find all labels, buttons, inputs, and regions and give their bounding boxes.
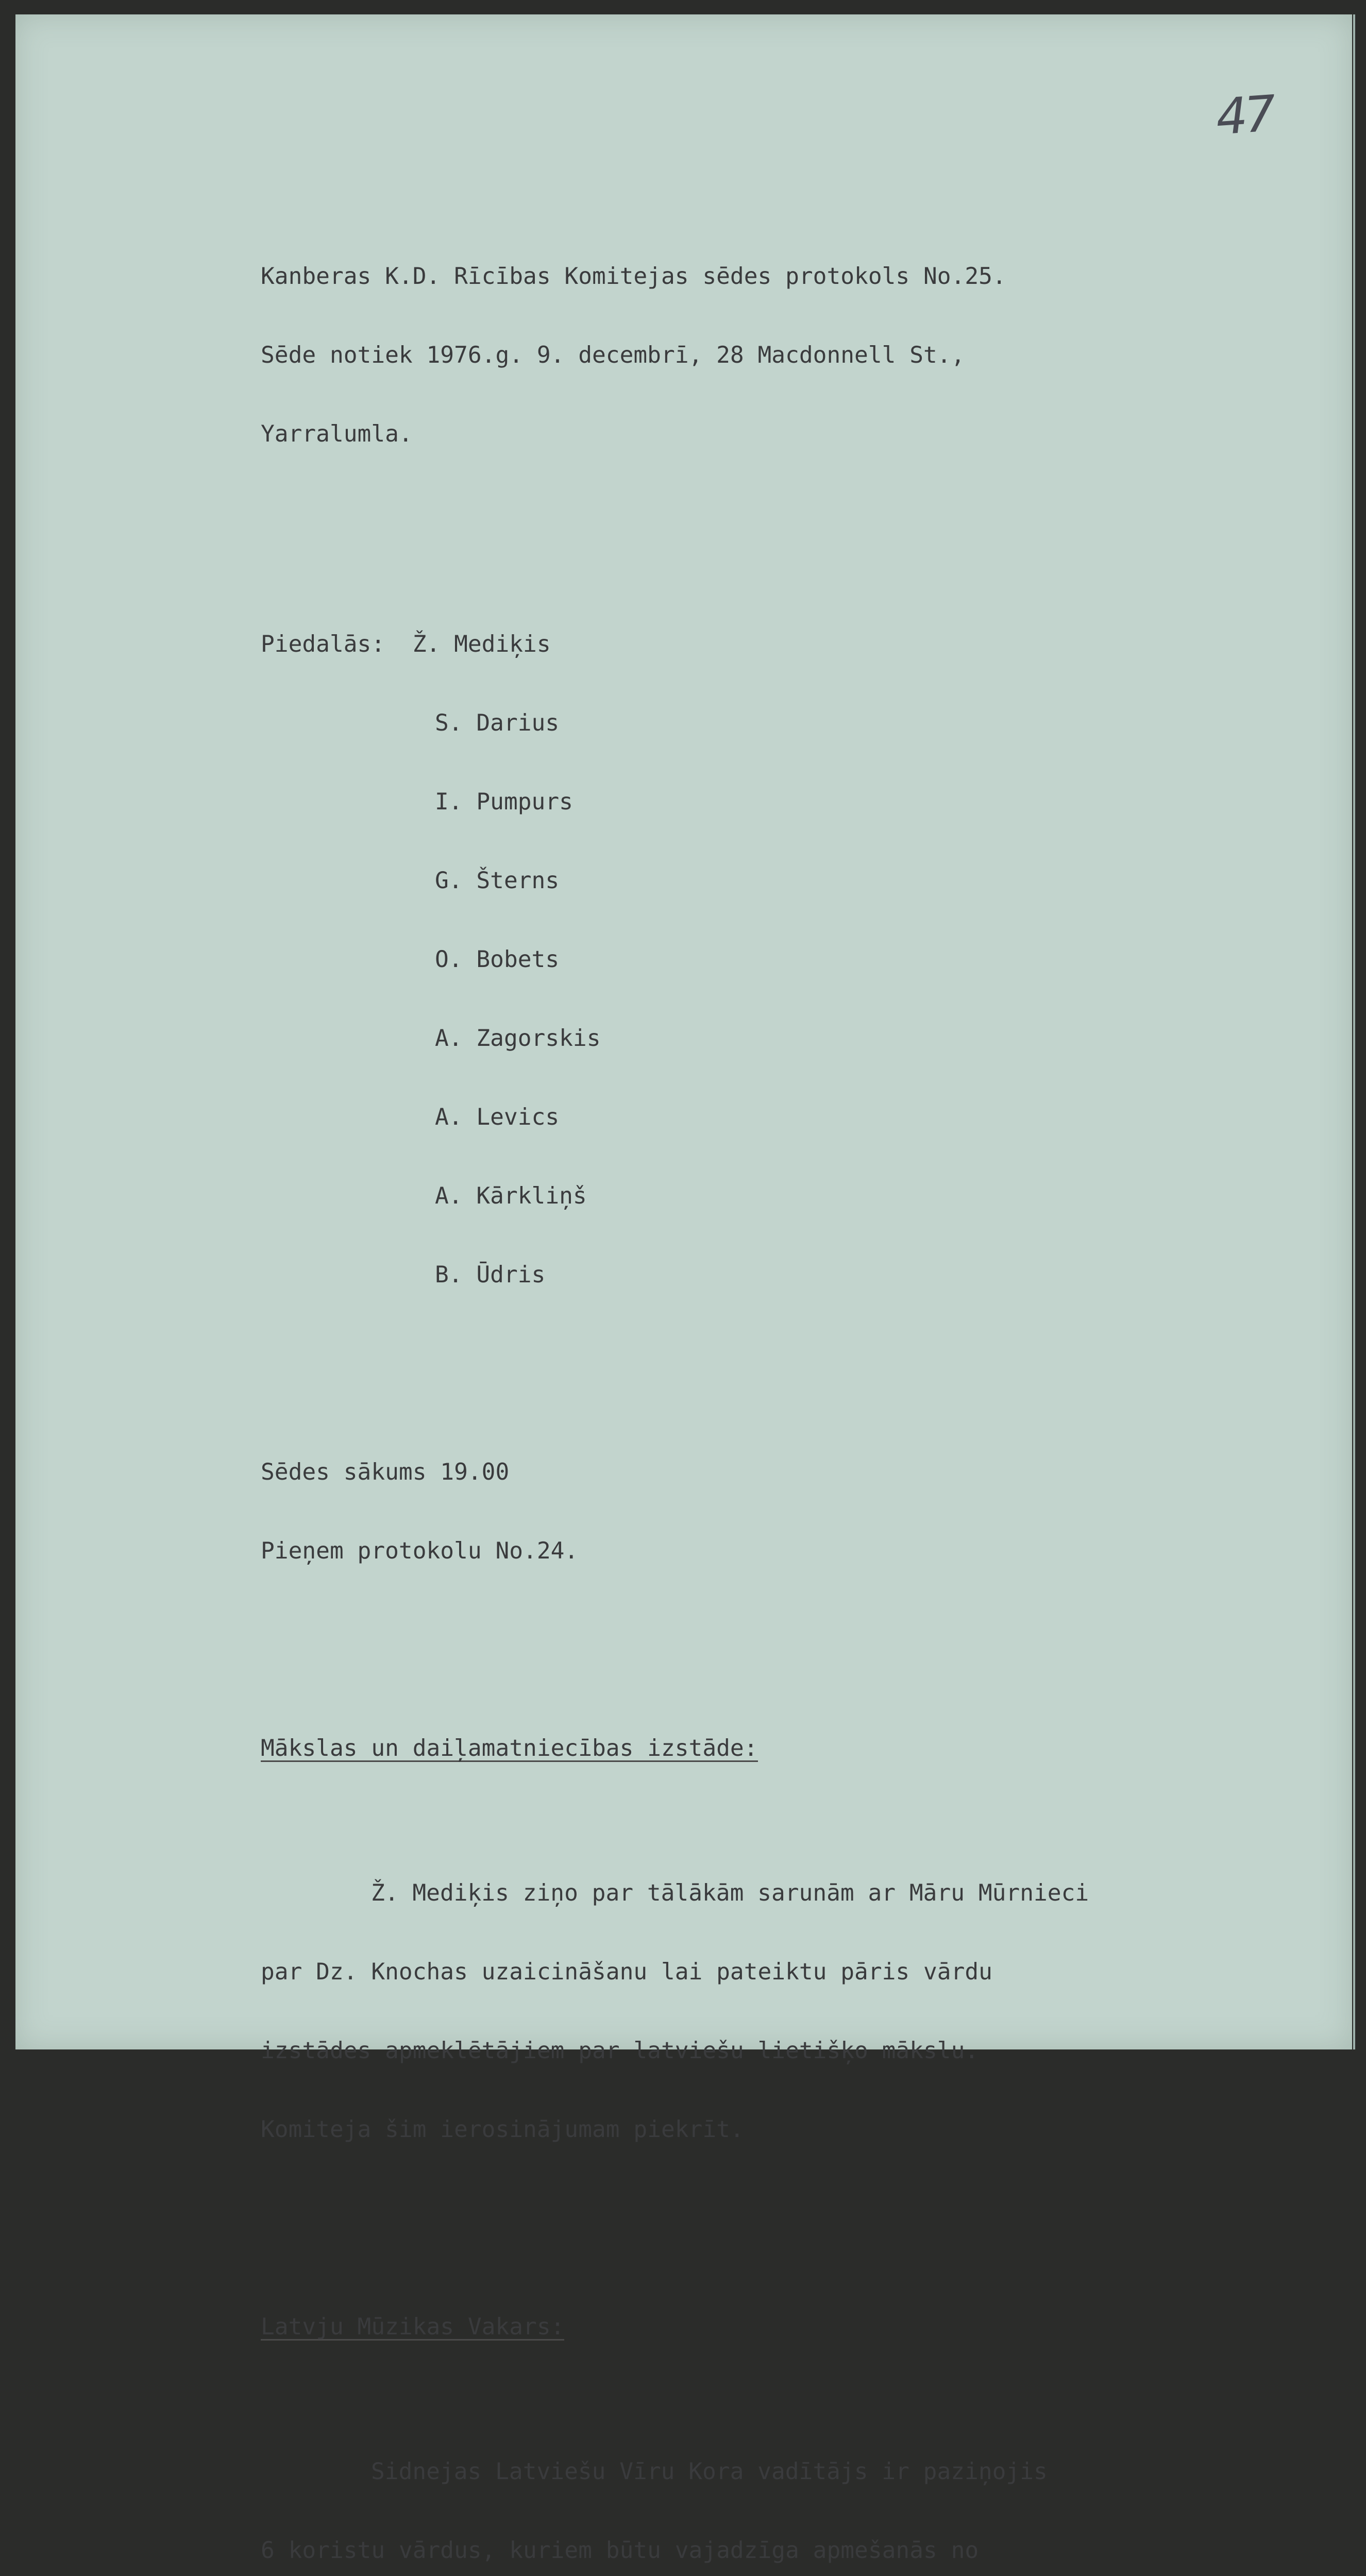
paragraph-line: Ž. Mediķis ziņo par tālākām sarunām ar Māru Mūrnieci (371, 1880, 1089, 1906)
attendee: S. Darius (435, 710, 560, 736)
opening-line: Sēdes sākums 19.00 (261, 1459, 510, 1485)
minutes-text (261, 184, 1322, 2576)
section-heading-music: Latvju Mūzikas Vakars: (261, 2314, 565, 2340)
title-line: Yarralumla. (261, 421, 413, 447)
page-edge (1353, 14, 1355, 2049)
title-line: Sēde notiek 1976.g. 9. decembrī, 28 Macdonnell St., (261, 342, 965, 368)
paragraph-line: Sidnejas Latviešu Vīru Kora vadītājs ir paziņojis (371, 2459, 1048, 2485)
section-heading-art: Mākslas un daiļamatniecības izstāde: (261, 1735, 758, 1761)
opening-line: Pieņem protokolu No.24. (261, 1538, 579, 1564)
attendee: I. Pumpurs (435, 789, 573, 815)
attendee: O. Bobets (435, 946, 560, 973)
attendee: A. Levics (435, 1104, 560, 1130)
title-line: Kanberas K.D. Rīcības Komitejas sēdes protokols No.25. (261, 263, 1006, 290)
paragraph-line: Komiteja šim ierosinājumam piekrīt. (261, 2116, 744, 2143)
document-sheet (15, 14, 1352, 2564)
paragraph-line: 6 koristu vārdus, kuriem būtu vajadzīga apmešanās no (261, 2537, 979, 2564)
attendee: A. Kārkliņš (435, 1183, 587, 1209)
attendee: A. Zagorskis (435, 1025, 601, 1052)
attendee: G. Šterns (435, 868, 560, 894)
attendee-row (261, 631, 1322, 657)
paragraph-line: par Dz. Knochas uzaicināšanu lai pateiktu pāris vārdu (261, 1959, 992, 1985)
handwritten-page-number: 47 (1214, 84, 1275, 146)
attendees-label: Piedalās: (261, 631, 385, 657)
attendee: Ž. Mediķis (412, 631, 551, 657)
paragraph-line: izstādes apmeklētājiem par latviešu lietišķo mākslu. (261, 2038, 979, 2064)
attendee: B. Ūdris (435, 1262, 546, 1288)
